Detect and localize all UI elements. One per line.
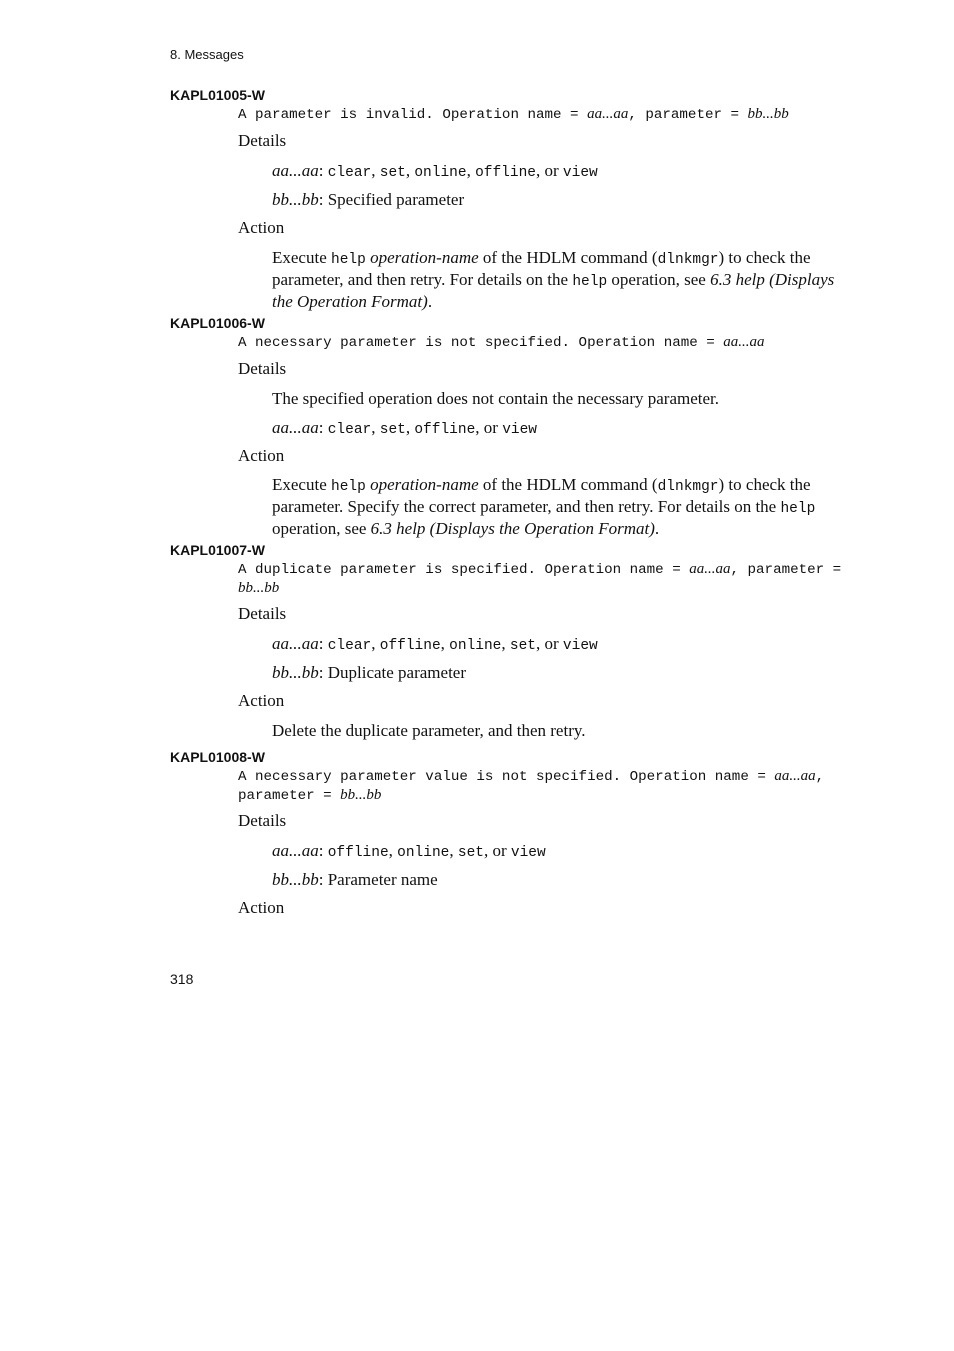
details-text: The specified operation does not contain the necessary parameter.: [272, 389, 720, 408]
details-line: bb...bb: Parameter name: [272, 870, 438, 889]
action-text: Execute help operation-name of the HDLM command (dlnkmgr) to check the parameter. Specify the correct parameter, and then retry. For details on the help operation, see 6.3 help (Displays the Operation Format).: [272, 475, 816, 538]
action-label: Action: [238, 218, 285, 237]
cross-reference-link[interactable]: 6.3 help (Displays the Operation Format): [272, 270, 835, 311]
details-label: Details: [238, 604, 287, 623]
action-label: Action: [238, 898, 285, 917]
message-text: A necessary parameter value is not specified. Operation name = aa...aa, parameter = bb...bb: [238, 768, 825, 804]
details-line: aa...aa: clear, set, offline, or view: [272, 418, 538, 438]
message-id: KAPL01008-W: [170, 749, 265, 765]
running-header: 8. Messages: [170, 47, 244, 62]
details-label: Details: [238, 359, 287, 378]
action-text: Execute help operation-name of the HDLM command (dlnkmgr) to check the parameter, and then retry. For details on the help operation, see 6.3 help (Displays the Operation Format).: [272, 248, 835, 311]
details-line: aa...aa: clear, offline, online, set, or view: [272, 634, 598, 654]
message-text: A parameter is invalid. Operation name = aa...aa, parameter = bb...bb: [238, 106, 789, 123]
details-label: Details: [238, 131, 287, 150]
action-label: Action: [238, 446, 285, 465]
details-label: Details: [238, 811, 287, 830]
message-id: KAPL01007-W: [170, 542, 265, 558]
action-label: Action: [238, 691, 285, 710]
page-number: 318: [170, 971, 194, 987]
message-text: A necessary parameter is not specified. Operation name = aa...aa: [238, 334, 765, 351]
details-line: aa...aa: clear, set, online, offline, or view: [272, 161, 598, 181]
message-text: A duplicate parameter is specified. Operation name = aa...aa, parameter = bb...bb: [238, 561, 842, 596]
details-line: bb...bb: Duplicate parameter: [272, 663, 467, 682]
details-line: aa...aa: offline, online, set, or view: [272, 841, 546, 861]
message-id: KAPL01006-W: [170, 315, 265, 331]
details-line: bb...bb: Specified parameter: [272, 190, 465, 209]
cross-reference-link[interactable]: 6.3 help (Displays the Operation Format): [370, 519, 655, 538]
message-id: KAPL01005-W: [170, 87, 265, 103]
action-text: Delete the duplicate parameter, and then retry.: [272, 721, 586, 740]
